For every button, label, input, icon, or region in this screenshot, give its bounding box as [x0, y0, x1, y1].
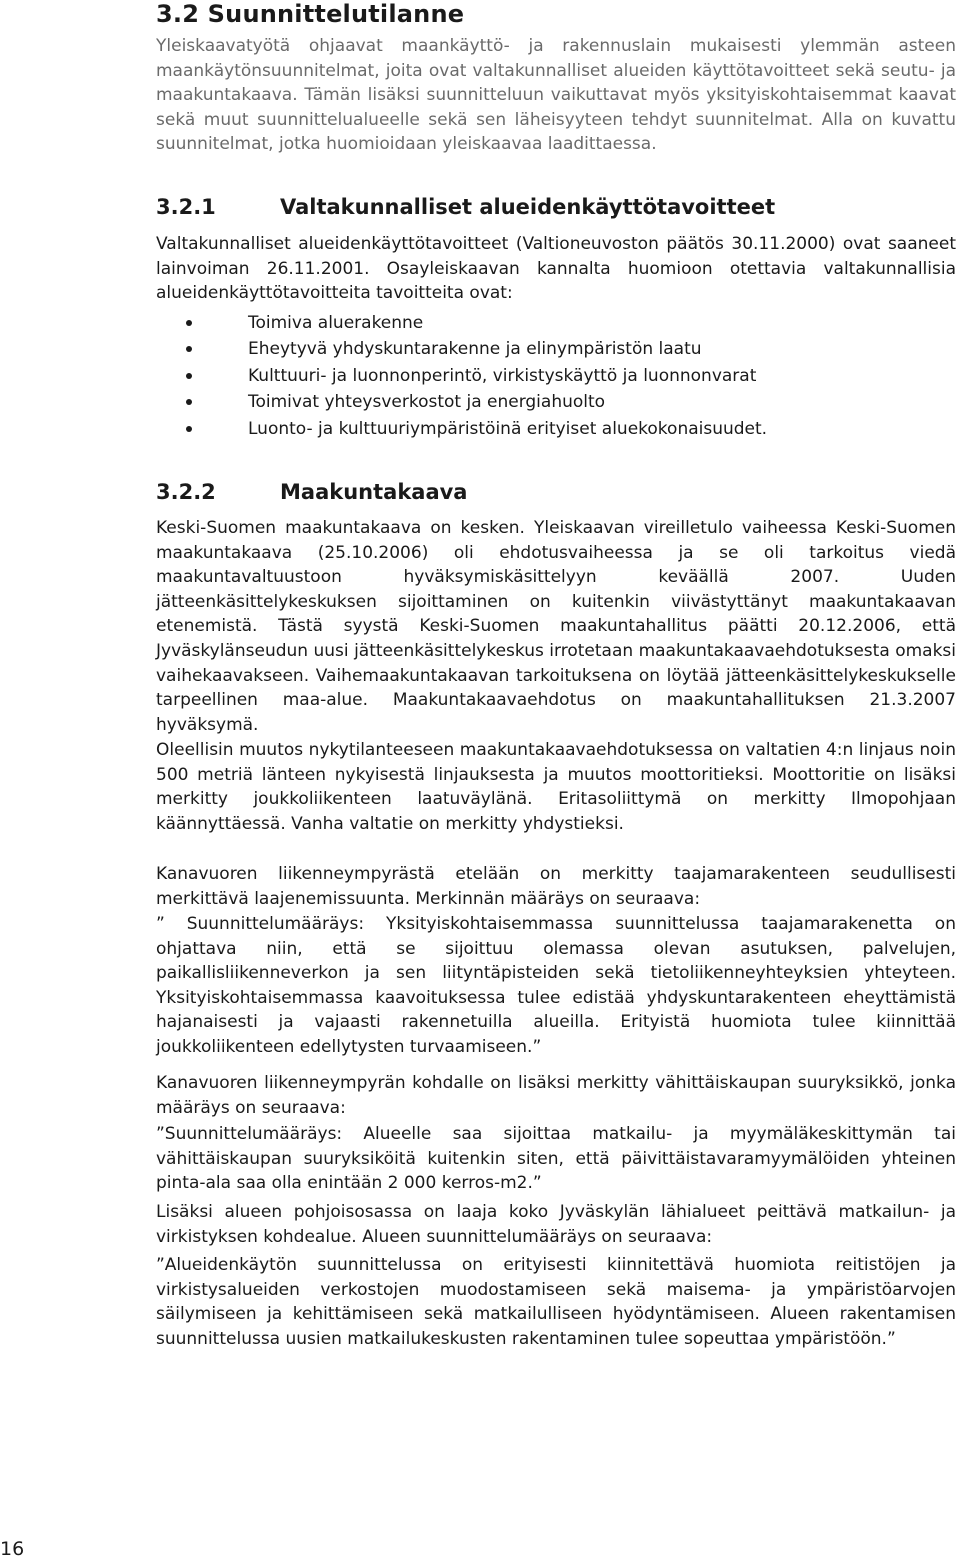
subsection-title: Valtakunnalliset alueidenkäyttötavoitteet [280, 195, 776, 219]
body-paragraph: Keski-Suomen maakuntakaava on kesken. Yleiskaavan vireilletulo vaiheessa Keski-Suomen maakuntakaava (25.10.2006) oli ehdotusvaiheessa ja se oli tarkoitus viedä maakuntavaltuustoon hyväksymiskäsittelyyn keväällä 2007. Uuden jätteenkäsittelykeskuksen sijoittaminen on kuitenkin viivästyttänyt maakuntakaavan etenemistä. Tästä syystä Keski-Suomen maakuntahallitus päätti 20.12.2006, että Jyväskylänseudun uusi jätteenkäsittelykeskus irrotetaan maakuntakaavaehdotuksesta omaksi vaihekaavakseen. Vaihemaakuntakaavan tarkoituksena on löytää jätteenkäsittelykeskukselle tarpeellinen maa-alue. Maakuntakaavaehdotus on maakuntahallituksen 21.3.2007 hyväksymä. [156, 518, 956, 735]
section-intro-paragraph: Yleiskaavatyötä ohjaavat maankäyttö- ja rakennuslain mukaisesti ylemmän asteen maankäytönsuunnitelmat, joita ovat valtakunnalliset alueiden käyttötavoitteet sekä seutu- ja maakuntakaava. Tämän lisäksi suunnitteluun vaikuttavat myös yksityiskohtaisemmat kaavat sekä muut suunnittelualueelle sekä sen läheisyyteen tehdyt suunnitelmat. Alla on kuvattu suunnitelmat, jotka huomioidaan yleiskaavaa laadittaessa. [156, 36, 956, 155]
quoted-regulation-paragraph: ” Suunnittelumääräys: Yksityiskohtaisemmassa suunnittelussa taajamarakenetta on ohjattava niin, että se sijoittuu olemassa olevan asutuksen, palvelujen, paikallisliikenneverkon ja sen liityntäpisteiden sekä tietoliikenneyhteyksien yhteyteen. Yksityiskohtaisemmassa kaavoituksessa tulee edistää yhdyskuntarakenteen eheyttämistä hajanaisesti ja vajaasti rakennetuilla alueilla. Erityistä huomiota tulee kiinnittää joukkoliikenteen edellytysten turvaamiseen.” [156, 914, 956, 1057]
body-paragraph: Oleellisin muutos nykytilanteeseen maakuntakaavaehdotuksessa on valtatien 4:n linjaus noin 500 metriä länteen nykyisestä linjauksesta ja muutos moottoritieksi. Moottoritie on lisäksi merkitty joukkoliikenteen laatuväylänä. Eritasoliittymä on merkitty Ilmopohjaan käännyttäessä. Vanha valtatie on merkitty yhdystieksi. [156, 740, 956, 834]
bullet-dot-icon [186, 346, 192, 352]
subsection-paragraph: Valtakunnalliset alueidenkäyttötavoitteet (Valtioneuvoston päätös 30.11.2000) ovat saaneet lainvoiman 26.11.2001. Osayleiskaavan kannalta huomioon otettavia valtakunnallisia alueidenkäyttötavoitteita tavoitteita ovat: [156, 234, 956, 304]
bullet-item-text: Luonto- ja kulttuuriympäristöinä erityiset aluekokonaisuudet. [248, 418, 768, 439]
bullet-item [156, 389, 956, 415]
subsection-heading-3-2-1 [156, 195, 775, 219]
section-heading: 3.2 Suunnittelutilanne [156, 0, 465, 28]
bullet-item-text: Toimiva aluerakenne [248, 313, 424, 333]
bullet-item [156, 310, 956, 336]
quoted-regulation-paragraph: ”Suunnittelumääräys: Alueelle saa sijoittaa matkailu- ja myymäläkeskittymän tai vähittäiskaupan suuryksiköitä kuitenkin siten, että päivittäistavaramyymälöiden yhteinen pinta-ala saa olla enintään 2 000 kerros-m2.” [156, 1124, 956, 1194]
page-number: 16 [0, 1538, 25, 1560]
subsection-title: Maakuntakaava [280, 480, 468, 504]
goals-bullet-list [156, 310, 956, 442]
bullet-item [156, 363, 956, 389]
subsection-number: 3.2.2 [156, 480, 216, 504]
bullet-item-text: Toimivat yhteysverkostot ja energiahuolto [248, 392, 606, 413]
bullet-item-text: Kulttuuri- ja luonnonperintö, virkistyskäyttö ja luonnonvarat [248, 365, 757, 386]
subsection-number: 3.2.1 [156, 195, 216, 219]
bullet-item [156, 416, 956, 442]
subsection-heading-3-2-2 [156, 480, 467, 504]
bullet-dot-icon [186, 320, 192, 326]
bullet-dot-icon [186, 399, 192, 405]
bullet-item-text: Eheytyvä yhdyskuntarakenne ja elinympäristön laatu [248, 339, 702, 360]
bullet-item [156, 336, 956, 362]
body-paragraph: Kanavuoren liikenneympyrästä etelään on merkitty taajamarakenteen seudullisesti merkittävä laajenemissuunta. Merkinnän määräys on seuraava: [156, 864, 956, 909]
body-paragraph: Lisäksi alueen pohjoisosassa on laaja koko Jyväskylän lähialueet peittävä matkailun- ja virkistyksen kohdealue. Alueen suunnittelumääräys on seuraava: [156, 1202, 956, 1247]
bullet-dot-icon [186, 373, 192, 379]
quoted-regulation-paragraph: ”Alueidenkäytön suunnittelussa on erityisesti kiinnitettävä huomiota reitistöjen ja virkistysalueiden verkostojen muodostamiseen sekä maisema- ja ympäristöarvojen säilymiseen ja kehittämiseen sekä matkailulliseen hyödyntämiseen. Alueen rakentamisen suunnittelussa uusien matkailukeskusten rakentaminen tulee sopeuttaa ympäristöön.” [156, 1255, 956, 1349]
body-paragraph: Kanavuoren liikenneympyrän kohdalle on lisäksi merkitty vähittäiskaupan suuryksikkö, jonka määräys on seuraava: [156, 1073, 956, 1118]
bullet-dot-icon [186, 426, 192, 432]
